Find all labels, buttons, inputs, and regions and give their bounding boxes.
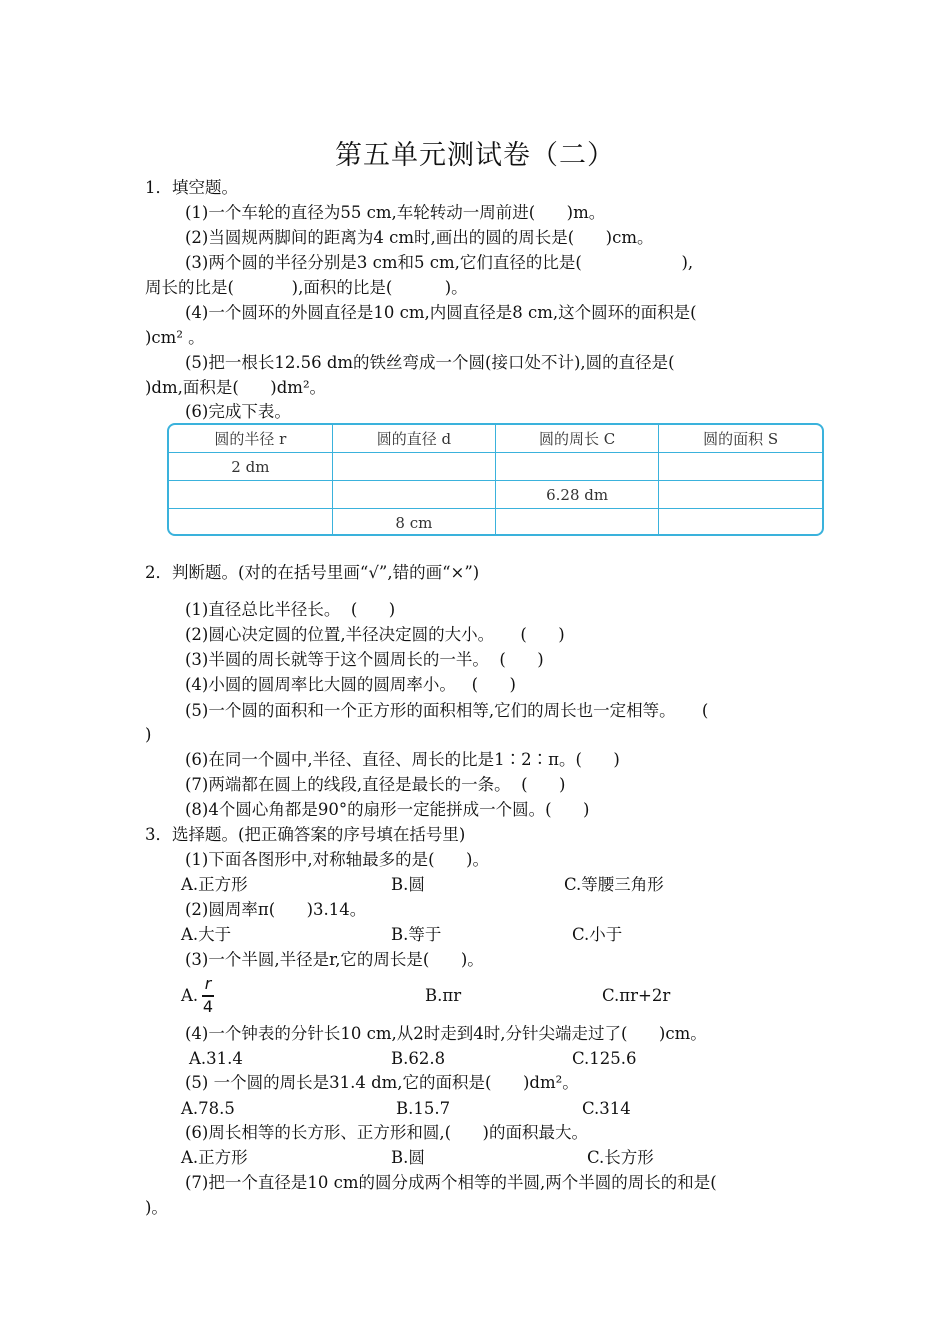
choice-q3-option-b: B.πr [425,986,462,1005]
table-cell [332,453,495,481]
section-2-heading: 2．判断题。(对的在括号里画“√”,错的画“×”) [145,563,480,582]
choice-q1: (1)下面各图形中,对称轴最多的是( )。 [185,850,489,869]
fill-q5-line1: (5)把一根长12.56 dm的铁丝弯成一个圆(接口处不计),圆的直径是( [185,353,675,372]
table-header-cell: 圆的半径 r [169,425,332,453]
table-cell [496,453,659,481]
table-header-cell: 圆的直径 d [332,425,495,453]
choice-q1-option-c: C.等腰三角形 [564,875,664,894]
choice-q7-line1: (7)把一个直径是10 cm的圆分成两个相等的半圆,两个半圆的周长的和是( [185,1173,717,1192]
judge-item: (2)圆心决定圆的位置,半径决定圆的大小。 ( ) [185,625,565,644]
fill-q6: (6)完成下表。 [185,402,291,421]
table-row [169,509,822,537]
choice-q2-option-c: C.小于 [572,925,623,944]
choice-q4-option-b: B.62.8 [391,1049,446,1068]
choice-q2-option-b: B.等于 [391,925,442,944]
choice-q3: (3)一个半圆,半径是r,它的周长是( )。 [185,950,484,969]
table-cell [659,509,822,537]
choice-q6: (6)周长相等的长方形、正方形和圆,( )的面积最大。 [185,1123,588,1142]
choice-q5-option-a: A.78.5 [181,1099,235,1118]
choice-q6-option-a: A.正方形 [181,1148,248,1167]
choice-q5: (5) 一个圆的周长是31.4 dm,它的面积是( )dm²。 [185,1073,579,1092]
table-cell [332,481,495,509]
fill-q4-line1: (4)一个圆环的外圆直径是10 cm,内圆直径是8 cm,这个圆环的面积是( [185,303,697,322]
judge-item: (7)两端都在圆上的线段,直径是最长的一条。 ( ) [185,775,566,794]
table-header-cell: 圆的面积 S [659,425,822,453]
choice-q1-option-b: B.圆 [391,875,425,894]
table-header-cell: 圆的周长 C [496,425,659,453]
choice-q3-option-c: C.πr+2r [602,986,671,1005]
table-cell: 8 cm [332,509,495,537]
choice-q5-option-b: B.15.7 [396,1099,451,1118]
circle-table [167,423,824,536]
judge-item: (3)半圆的周长就等于这个圆周长的一半。 ( ) [185,650,544,669]
table-cell [659,453,822,481]
choice-q7-line2: )。 [145,1198,168,1217]
choice-q3-option-a: A. [181,986,199,1005]
fill-q3-line2: 周长的比是( ),面积的比是( )。 [145,278,468,297]
judge-item: (8)4个圆心角都是90°的扇形一定能拼成一个圆。( ) [185,800,590,819]
choice-q4-option-a: A.31.4 [189,1049,243,1068]
table-cell [496,509,659,537]
choice-q2-option-a: A.大于 [181,925,232,944]
judge-item: (4)小圆的圆周率比大圆的圆周率小。 ( ) [185,675,516,694]
table-header-row [169,425,822,453]
section-1-heading: 1．填空题。 [145,178,238,197]
choice-q4-option-c: C.125.6 [572,1049,637,1068]
table-row [169,481,822,509]
judge-item-continuation: ) [145,725,152,744]
choice-q2: (2)圆周率π( )3.14。 [185,900,367,919]
judge-item: (6)在同一个圆中,半径、直径、周长的比是1∶2∶π。( ) [185,750,620,769]
table-cell [659,481,822,509]
choice-q1-option-a: A.正方形 [181,875,248,894]
fill-q2: (2)当圆规两脚间的距离为4 cm时,画出的圆的周长是( )cm。 [185,228,654,247]
choice-q5-option-c: C.314 [582,1099,631,1118]
judge-item: (5)一个圆的面积和一个正方形的面积相等,它们的周长也一定相等。 ( [185,701,709,720]
table-cell: 6.28 dm [496,481,659,509]
table-cell: 2 dm [169,453,332,481]
fill-q4-line2: )cm² 。 [145,328,205,347]
choice-q4: (4)一个钟表的分针长10 cm,从2时走到4时,分针尖端走过了( )cm。 [185,1024,707,1043]
judge-item: (1)直径总比半径长。 ( ) [185,600,396,619]
page-title: 第五单元测试卷（二） [335,140,615,171]
table-row [169,453,822,481]
table-cell [169,509,332,537]
section-3-heading: 3．选择题。(把正确答案的序号填在括号里) [145,825,466,844]
table-cell [169,481,332,509]
fill-q3-line1: (3)两个圆的半径分别是3 cm和5 cm,它们直径的比是( ), [185,253,694,272]
choice-q6-option-b: B.圆 [391,1148,425,1167]
fill-q1: (1)一个车轮的直径为55 cm,车轮转动一周前进( )m。 [185,203,606,222]
fill-q5-line2: )dm,面积是( )dm²。 [145,378,327,397]
choice-q6-option-c: C.长方形 [587,1148,654,1167]
